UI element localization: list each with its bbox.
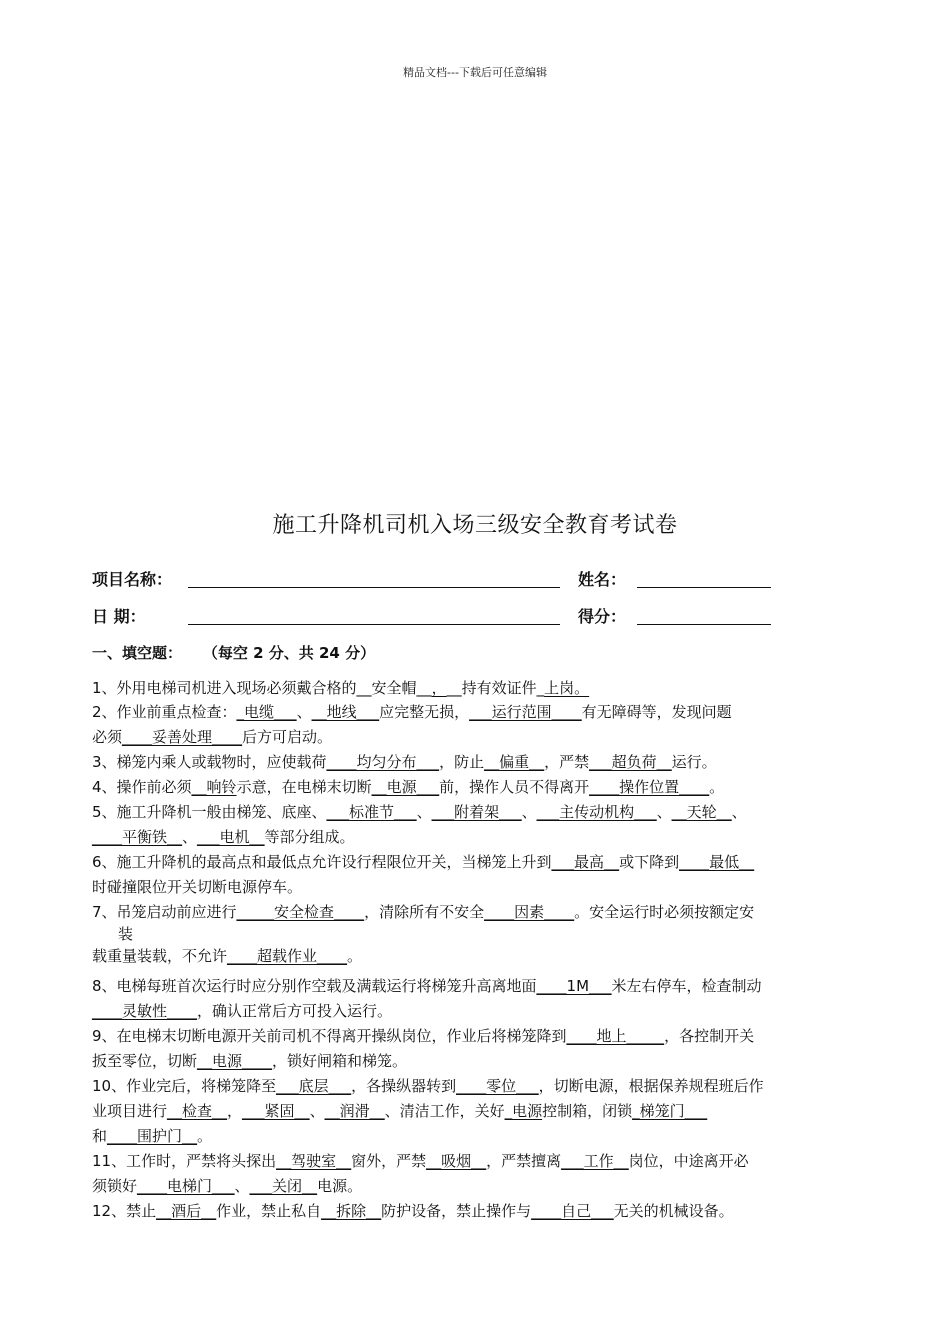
question-text: 12、禁止: [92, 1202, 157, 1220]
answer-blank[interactable]: ___最高__: [551, 853, 620, 871]
score-label: 得分：: [578, 607, 627, 626]
question-10-line-2: [92, 1101, 707, 1121]
answer-blank[interactable]: _梯笼门___: [632, 1102, 708, 1120]
answer-blank[interactable]: __地线___: [311, 703, 380, 721]
answer-blank[interactable]: ____1M___: [536, 977, 612, 995]
question-text: 、: [234, 1177, 250, 1195]
question-text: ，确认正常后方可投入运行。: [197, 1002, 393, 1020]
answer-blank[interactable]: ___紧固__: [242, 1102, 310, 1120]
question-text: 1、外用电梯司机进入现场必须戴合格的: [92, 679, 357, 697]
answer-blank[interactable]: __响铃: [191, 778, 237, 796]
question-text: ，切断电源，根据保养规程班后作: [538, 1077, 764, 1095]
project-name-label: 项目名称：: [92, 570, 173, 589]
question-3-line-1: [92, 752, 717, 772]
question-text: 、: [182, 828, 198, 846]
answer-blank[interactable]: __润滑__: [324, 1102, 385, 1120]
question-8-line-2: [92, 1001, 392, 1021]
answer-blank[interactable]: ___主传动机构___: [536, 803, 657, 821]
question-text: 6、施工升降机的最高点和最低点允许设行程限位开关，当梯笼上升到: [92, 853, 552, 871]
answer-blank[interactable]: ____零位___: [456, 1077, 539, 1095]
answer-blank[interactable]: ___附着架___: [431, 803, 522, 821]
question-text: 9、在电梯末切断电源开关前司机不得离开操纵岗位，作业后将梯笼降到: [92, 1027, 567, 1045]
question-6-line-1: [92, 852, 754, 872]
date-label: 日 期：: [92, 607, 146, 626]
score-field[interactable]: [637, 624, 771, 625]
question-text: 电源。: [317, 1177, 363, 1195]
question-text: 载重量装载，不允许: [92, 947, 228, 965]
answer-blank[interactable]: ___底层___: [276, 1077, 352, 1095]
question-text: 须锁好: [92, 1177, 138, 1195]
answer-blank[interactable]: ____平衡铁__: [92, 828, 183, 846]
question-text: 岗位，中途离开必: [628, 1152, 749, 1170]
name-label: 姓名：: [578, 570, 627, 589]
question-text: ，: [227, 1102, 243, 1120]
answer-blank[interactable]: _____安全检查____: [236, 903, 365, 921]
date-field[interactable]: [188, 624, 560, 625]
page-title: 施工升降机司机入场三级安全教育考试卷: [272, 513, 678, 538]
question-6-line-2: [92, 877, 302, 897]
question-text: 作业，禁止私自: [216, 1202, 322, 1220]
question-text: 、: [309, 1102, 325, 1120]
answer-blank[interactable]: ___关闭__: [249, 1177, 318, 1195]
question-text: 示意，在电梯末切断: [236, 778, 372, 796]
header-note: 精品文档---下载后可任意编辑: [403, 66, 547, 79]
question-12-line-1: [92, 1201, 734, 1221]
section-title: 一、填空题： （每空 2 分、共 24 分）: [92, 644, 376, 662]
question-5-line-1: [92, 802, 747, 822]
question-text: 2、作业前重点检查：: [92, 703, 237, 721]
question-text: 10、作业完后，将梯笼降至: [92, 1077, 277, 1095]
question-text: 8、电梯每班首次运行时应分别作空载及满载运行将梯笼升高离地面: [92, 977, 537, 995]
question-text: ，严禁: [544, 753, 590, 771]
question-text: 、: [731, 803, 747, 821]
question-text: 有无障碍等，发现问题: [581, 703, 732, 721]
question-2-line-1: [92, 702, 732, 722]
question-text: ，锁好闸箱和梯笼。: [272, 1052, 408, 1070]
answer-blank[interactable]: 上岗。: [544, 679, 590, 697]
question-text: 3、梯笼内乘人或载物时，应使载荷: [92, 753, 327, 771]
question-10-line-1: [92, 1076, 764, 1096]
question-text: 。: [197, 1127, 213, 1145]
answer-blank[interactable]: ____操作位置____: [589, 778, 710, 796]
question-11-line-1: [92, 1151, 749, 1171]
question-text: ，各控制开关: [664, 1027, 755, 1045]
question-text: 装: [118, 925, 134, 943]
question-text: 窗外，严禁: [351, 1152, 427, 1170]
answer-blank[interactable]: ___工作__: [561, 1152, 629, 1170]
question-text: 4、操作前必须: [92, 778, 192, 796]
name-field[interactable]: [637, 587, 771, 588]
question-text: 无关的机械设备。: [613, 1202, 734, 1220]
answer-blank[interactable]: ____电梯门___: [137, 1177, 235, 1195]
question-text: 、: [296, 703, 312, 721]
answer-blank[interactable]: __检查__: [167, 1102, 228, 1120]
question-text: 必须: [92, 728, 123, 746]
answer-blank[interactable]: _电缆___: [236, 703, 297, 721]
question-text: 应完整无损，: [379, 703, 470, 721]
question-text: 后方可启动。: [242, 728, 333, 746]
answer-blank[interactable]: ____自己___: [531, 1202, 614, 1220]
question-text: 时碰撞限位开关切断电源停车。: [92, 878, 303, 896]
question-text: 、: [521, 803, 537, 821]
answer-blank[interactable]: __电源___: [371, 778, 440, 796]
question-9-line-2: [92, 1051, 407, 1071]
question-text: 。: [347, 947, 363, 965]
question-10-line-3: [92, 1126, 212, 1146]
answer-blank[interactable]: __天轮__: [671, 803, 732, 821]
question-5-line-2: [92, 827, 355, 847]
question-8-line-1: [92, 976, 762, 996]
question-7-line-3: [92, 946, 362, 966]
question-text: 、: [656, 803, 672, 821]
question-text: 防护设备，禁止操作与: [381, 1202, 532, 1220]
question-text: ，清除所有不安全: [364, 903, 485, 921]
answer-blank[interactable]: __驾驶室__: [276, 1152, 352, 1170]
question-text: 、清洁工作，关好: [384, 1102, 505, 1120]
question-text: ，各操纵器转到: [351, 1077, 457, 1095]
project-name-field[interactable]: [188, 587, 560, 588]
answer-blank[interactable]: ____最低__: [679, 853, 755, 871]
question-text: 或下降到: [619, 853, 680, 871]
answer-blank[interactable]: ____灵敏性____: [92, 1002, 198, 1020]
question-text: ，严禁擅离: [486, 1152, 562, 1170]
question-text: 11、工作时，严禁将头探出: [92, 1152, 277, 1170]
question-text: 业项目进行: [92, 1102, 168, 1120]
answer-blank[interactable]: ____妥善处理____: [122, 728, 243, 746]
question-text: 米左右停车，检查制动: [611, 977, 762, 995]
answer-blank[interactable]: ___超负荷__: [589, 753, 672, 771]
question-text: 前，操作人员不得离开: [439, 778, 590, 796]
question-7-line-2: [118, 924, 133, 944]
answer-blank[interactable]: ____围护门__: [107, 1127, 198, 1145]
question-11-line-2: [92, 1176, 362, 1196]
question-7-line-1: [92, 902, 754, 922]
question-9-line-1: [92, 1026, 754, 1046]
answer-blank[interactable]: _电源: [504, 1102, 543, 1120]
question-text: 、: [416, 803, 432, 821]
answer-blank[interactable]: __电源____: [197, 1052, 273, 1070]
question-4-line-1: [92, 777, 724, 797]
answer-blank[interactable]: ___运行范围____: [469, 703, 582, 721]
question-text: __安全帽__: [356, 679, 432, 697]
question-text: 扳至零位，切断: [92, 1052, 198, 1070]
answer-blank[interactable]: ____因素____: [484, 903, 575, 921]
answer-blank[interactable]: __拆除__: [321, 1202, 382, 1220]
answer-blank[interactable]: ____均匀分布___: [326, 753, 440, 771]
question-text: __持有效证件_: [446, 679, 545, 697]
question-text: ，防止: [439, 753, 485, 771]
question-text: 等部分组成。: [264, 828, 355, 846]
question-text: 7、吊笼启动前应进行: [92, 903, 237, 921]
question-text: 。安全运行时必须按额定安: [574, 903, 755, 921]
question-text: 和: [92, 1127, 108, 1145]
question-text: 5、施工升降机一般由梯笼、底座、: [92, 803, 327, 821]
question-text: 控制箱，闭锁: [542, 1102, 633, 1120]
question-1-line-1: [92, 678, 589, 698]
question-text: 。: [709, 778, 725, 796]
answer-blank[interactable]: ___标准节___: [326, 803, 417, 821]
answer-blank[interactable]: __吸烟__: [426, 1152, 487, 1170]
answer-blank[interactable]: ____地上_____: [566, 1027, 665, 1045]
question-2-line-2: [92, 727, 332, 747]
answer-blank[interactable]: __酒后__: [156, 1202, 217, 1220]
answer-blank[interactable]: ，: [431, 679, 447, 697]
answer-blank[interactable]: ___电机__: [197, 828, 265, 846]
answer-blank[interactable]: __偏重__: [484, 753, 545, 771]
answer-blank[interactable]: ____超载作业____: [227, 947, 348, 965]
question-text: 运行。: [671, 753, 717, 771]
